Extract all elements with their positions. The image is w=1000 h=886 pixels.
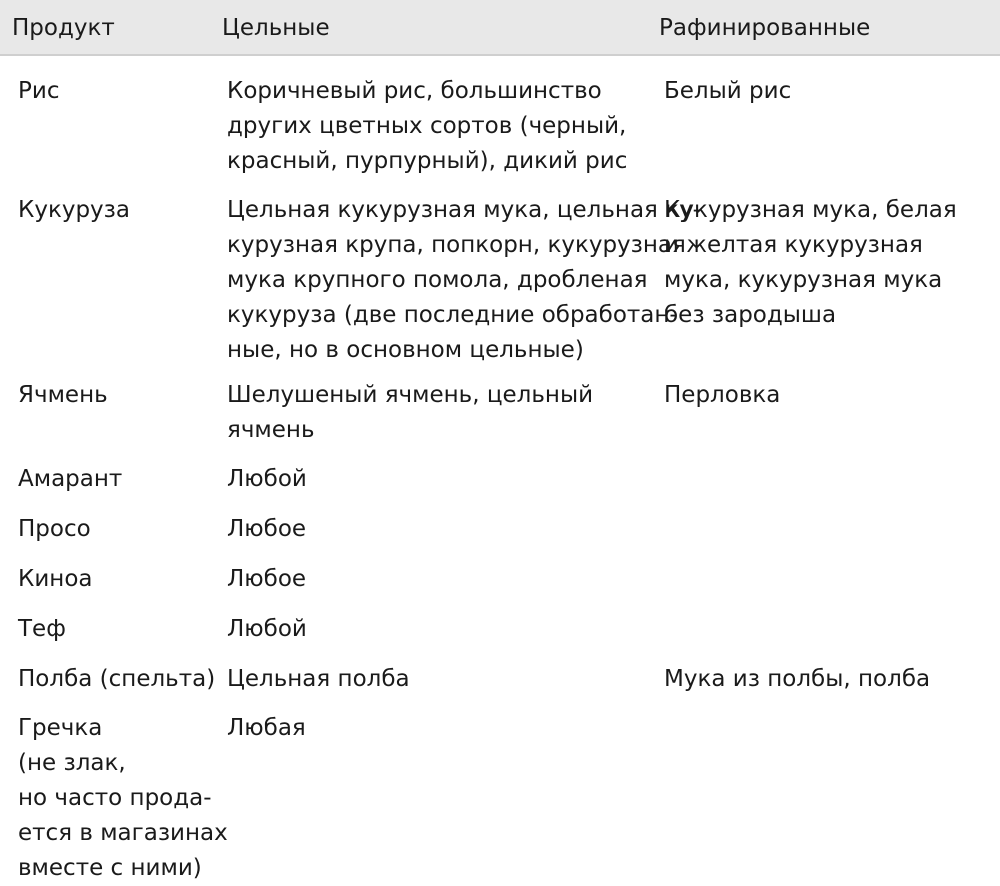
cell-product: Киноа bbox=[18, 566, 93, 592]
cell-product: Амарант bbox=[18, 466, 123, 492]
cell-product: Ячмень bbox=[18, 382, 108, 408]
table-row bbox=[0, 462, 1000, 512]
cell-refined: Кукурузная мука, белая и желтая кукурузная мука, кукурузная мука без зародыша bbox=[664, 197, 957, 328]
cell-refined: Мука из полбы, полба bbox=[664, 666, 931, 692]
table-body bbox=[0, 74, 1000, 881]
table-row bbox=[0, 562, 1000, 612]
cell-whole: Цельная полба bbox=[227, 666, 410, 692]
cell-whole: Любое bbox=[227, 566, 307, 592]
table-row bbox=[0, 711, 1000, 881]
cell-whole: Любая bbox=[227, 715, 306, 741]
cell-product: Рис bbox=[18, 78, 60, 104]
table-row bbox=[0, 74, 1000, 193]
table-row bbox=[0, 193, 1000, 378]
cell-whole: Коричневый рис, большинство других цветных сортов (черный, красный, пурпурный), дикий рис bbox=[227, 78, 628, 174]
table-row bbox=[0, 378, 1000, 462]
cell-product: Полба (спельта) bbox=[18, 666, 216, 692]
header-whole: Цельные bbox=[222, 15, 330, 41]
table-row bbox=[0, 662, 1000, 711]
cell-product: Теф bbox=[18, 616, 66, 642]
cell-whole: Шелушеный ячмень, цельный ячмень bbox=[227, 382, 594, 443]
cell-whole: Любое bbox=[227, 516, 307, 542]
table-row bbox=[0, 512, 1000, 562]
header-product: Продукт bbox=[12, 15, 115, 41]
cell-product: Кукуруза bbox=[18, 197, 130, 223]
cell-refined: Белый рис bbox=[664, 78, 792, 104]
cell-whole: Любой bbox=[227, 466, 307, 492]
cell-whole: Цельная кукурузная мука, цельная ку- курузная крупа, попкорн, кукурузная мука крупного помола, дробленая кукуруза (две последние обработан- ные, но в основном цельные) bbox=[227, 197, 701, 363]
cell-product: Гречка (не злак, но часто прода- ется в магазинах вместе с ними) bbox=[18, 715, 228, 881]
cell-product: Просо bbox=[18, 516, 91, 542]
cell-whole: Любой bbox=[227, 616, 307, 642]
header-refined: Рафинированные bbox=[659, 15, 871, 41]
table-header bbox=[0, 0, 1000, 56]
table-row bbox=[0, 612, 1000, 662]
cell-refined: Перловка bbox=[664, 382, 781, 408]
